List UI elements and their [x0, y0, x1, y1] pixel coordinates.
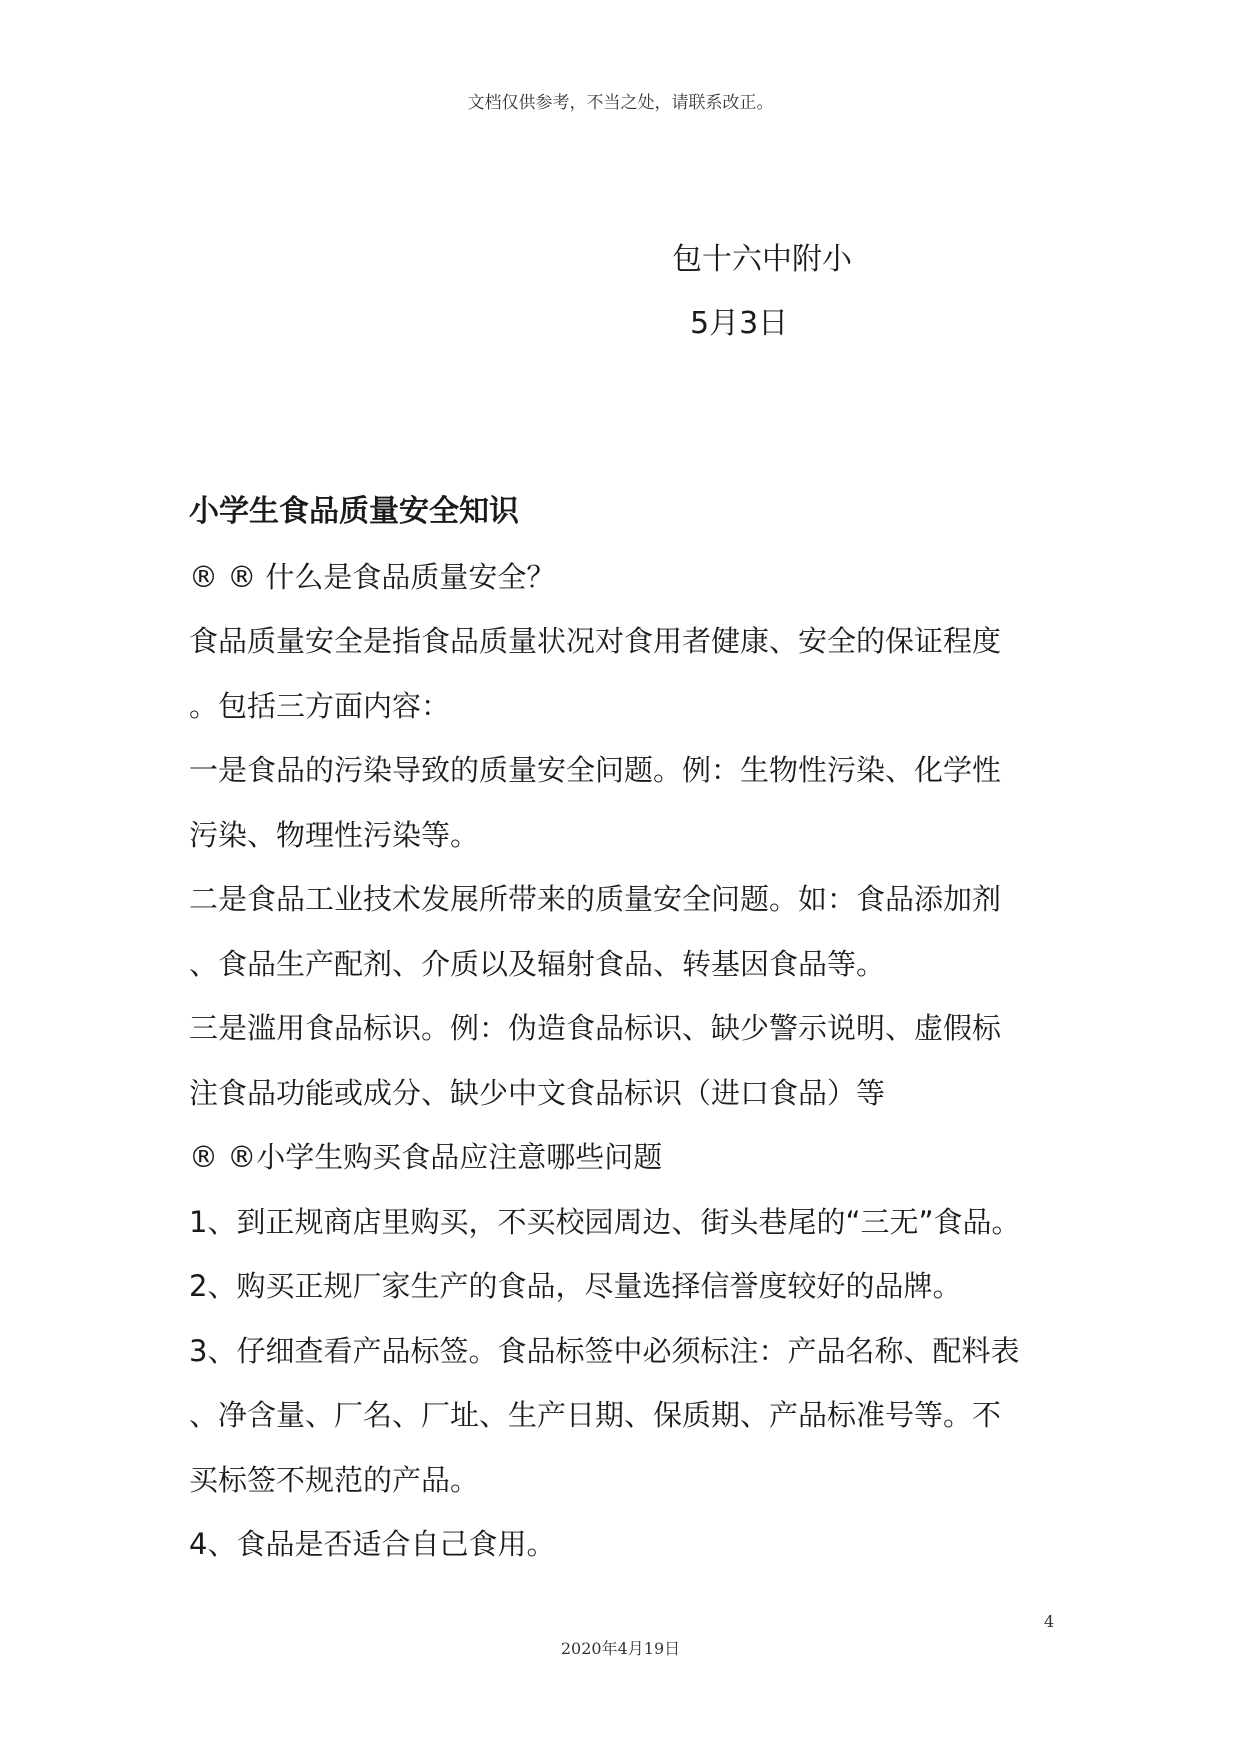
paragraph-line: 一是食品的污染导致的质量安全问题。例：生物性污染、化学性	[189, 753, 1002, 787]
paragraph-line: 4、食品是否适合自己食用。	[189, 1527, 556, 1561]
header-note: 文档仅供参考，不当之处，请联系改正。	[467, 93, 774, 113]
paragraph-line: 。包括三方面内容：	[189, 688, 451, 723]
paragraph-line: 三是滥用食品标识。例：伪造食品标识、缺少警示说明、虚假标	[189, 1011, 1002, 1045]
section-title: 小学生食品质量安全知识	[189, 494, 519, 529]
paragraph-line: 买标签不规范的产品。	[189, 1462, 480, 1497]
page-number: 4	[1044, 1612, 1055, 1631]
paragraph-line: 3、仔细查看产品标签。食品标签中必须标注：产品名称、配料表	[189, 1333, 1020, 1368]
footer-date: 2020年4月19日	[560, 1639, 681, 1658]
paragraph-line: 2、购买正规厂家生产的食品，尽量选择信誉度较好的品牌。	[189, 1269, 962, 1303]
paragraph-line: 1、到正规商店里购买，不买校园周边、街头巷尾的“三无”食品。	[189, 1204, 1021, 1239]
document-body	[189, 480, 1069, 1577]
paragraph-line: 、食品生产配剂、介质以及辐射食品、转基因食品等。	[189, 946, 886, 981]
paragraph-line: ® ®小学生购买食品应注意哪些问题	[189, 1140, 663, 1174]
signature-date: 5月3日	[690, 306, 789, 341]
signature-block	[672, 228, 852, 356]
signature-org: 包十六中附小	[672, 242, 852, 277]
paragraph-line: 食品质量安全是指食品质量状况对食用者健康、安全的保证程度	[189, 624, 1002, 658]
paragraph-line: ® ® 什么是食品质量安全？	[189, 559, 556, 594]
paragraph-line: 注食品功能或成分、缺少中文食品标识（进口食品）等	[189, 1075, 886, 1110]
paragraph-line: 二是食品工业技术发展所带来的质量安全问题。如：食品添加剂	[189, 882, 1002, 916]
paragraph-line: 污染、物理性污染等。	[189, 817, 480, 852]
paragraph-line: 、净含量、厂名、厂址、生产日期、保质期、产品标准号等。不	[189, 1398, 1002, 1432]
